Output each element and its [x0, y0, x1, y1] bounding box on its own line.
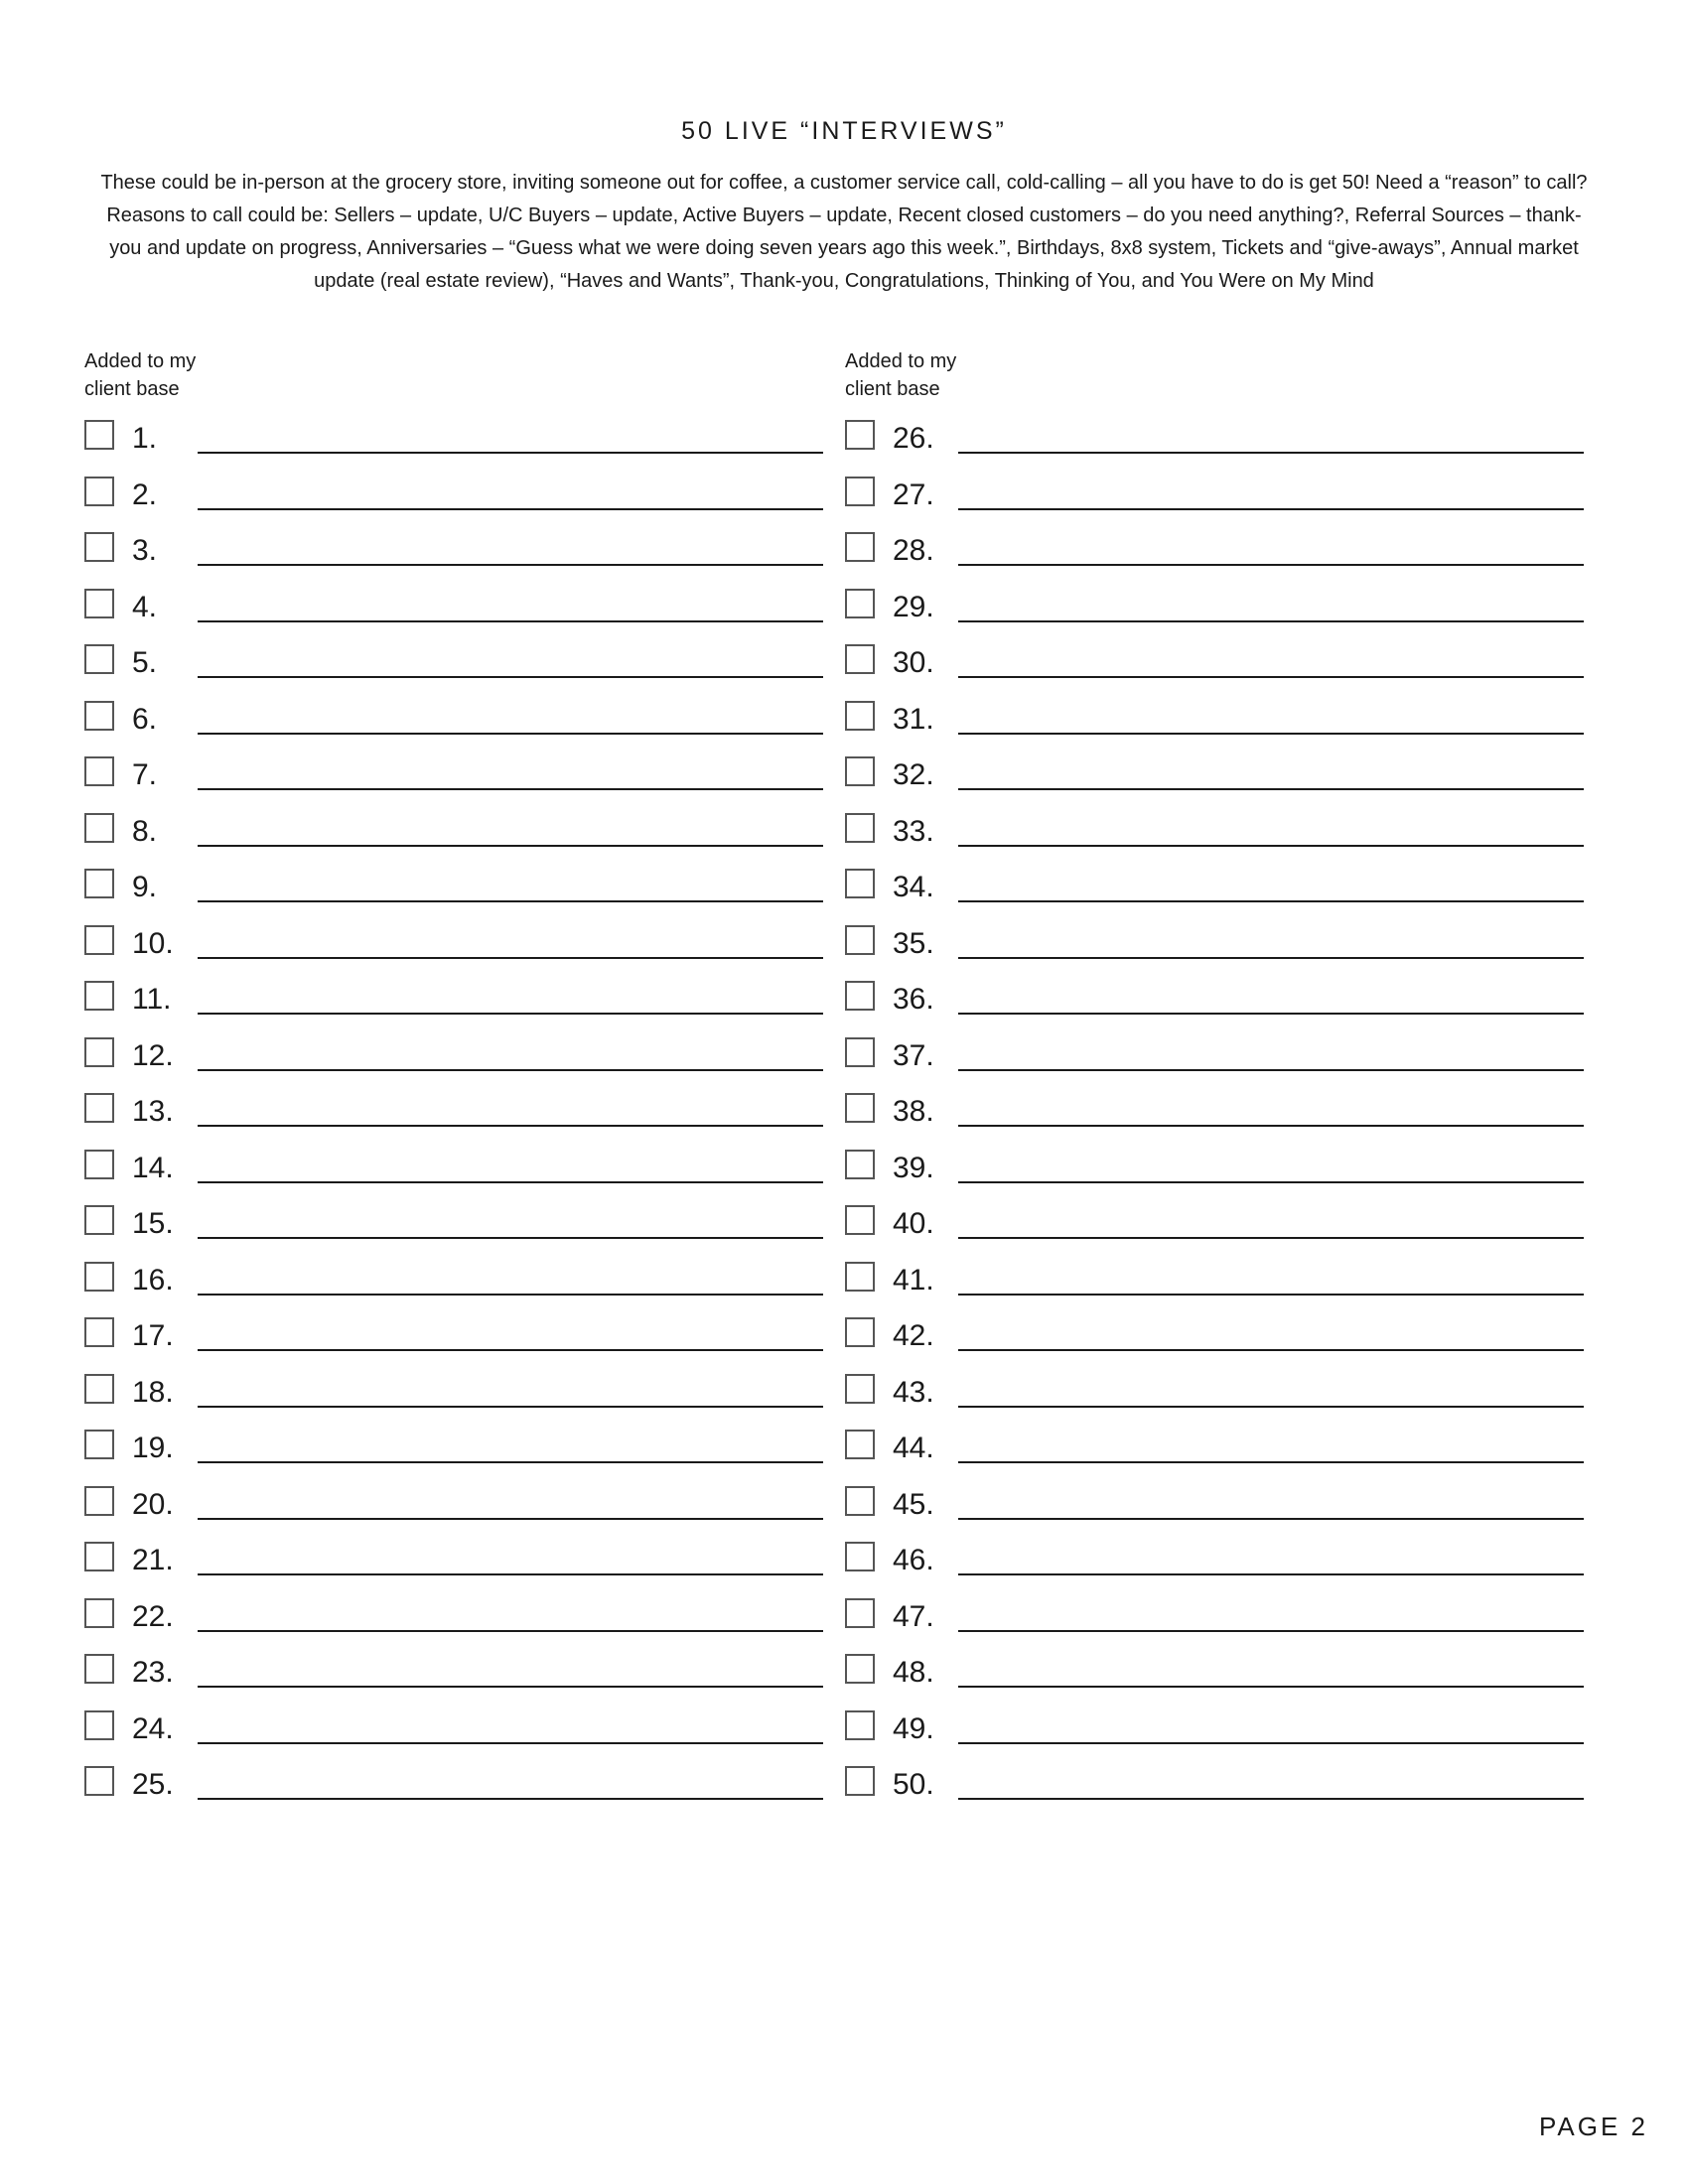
entry-number: 7. — [132, 758, 158, 791]
entry-row — [845, 970, 1580, 1026]
entry-list — [84, 409, 819, 1812]
entry-input-line[interactable] — [198, 1125, 823, 1127]
column-header-line2: client base — [845, 378, 940, 400]
entry-number: 27. — [893, 478, 934, 511]
column-header-line2: client base — [84, 378, 180, 400]
entry-input-line[interactable] — [198, 900, 823, 902]
client-base-checkbox[interactable] — [845, 1598, 875, 1628]
intro-paragraph: These could be in-person at the grocery store, inviting someone out for coffee, a customer service call, cold-calling – all you have to do is get 50! Need a “reason” to call? Reasons to call could be: Sellers – update, U/C Buyers – update, Active Buyers – update, Recent closed customers – do you need anything?, Referral Sources – thank-you and update on progress, Anniversaries – “Guess what we were doing seven years ago this week.”, Birthdays, 8x8 system, Tickets and “give-aways”, Annual market update (real estate review), “Haves and Wants”, Thank-you, Congratulations, Thinking of You, and You Were on My Mind — [100, 172, 1588, 292]
client-base-checkbox[interactable] — [84, 1654, 114, 1684]
entry-number: 3. — [132, 534, 158, 567]
entry-row — [845, 466, 1580, 522]
entry-input-line[interactable] — [958, 1069, 1584, 1071]
client-base-checkbox[interactable] — [845, 925, 875, 955]
entry-list — [845, 409, 1580, 1812]
entry-input-line[interactable] — [958, 452, 1584, 454]
entry-row — [845, 578, 1580, 634]
column-header — [84, 347, 819, 409]
entry-input-line[interactable] — [198, 508, 823, 510]
entry-number: 1. — [132, 422, 158, 455]
entry-number: 28. — [893, 534, 934, 567]
client-base-checkbox[interactable] — [84, 1093, 114, 1123]
entry-number: 37. — [893, 1038, 934, 1072]
entry-input-line[interactable] — [198, 957, 823, 959]
entry-row — [845, 1251, 1580, 1307]
entry-number: 48. — [893, 1656, 934, 1689]
entry-number: 40. — [893, 1207, 934, 1240]
entry-number: 8. — [132, 814, 158, 848]
client-base-checkbox[interactable] — [845, 1262, 875, 1292]
entry-row — [84, 1755, 819, 1812]
entry-row — [84, 1251, 819, 1307]
client-base-checkbox[interactable] — [845, 1093, 875, 1123]
client-base-checkbox[interactable] — [84, 756, 114, 786]
entry-number: 50. — [893, 1768, 934, 1801]
entry-number: 42. — [893, 1319, 934, 1352]
page-title: 50 LIVE “INTERVIEWS” — [681, 117, 1007, 145]
entry-number: 32. — [893, 758, 934, 791]
client-base-checkbox[interactable] — [845, 420, 875, 450]
entry-input-line[interactable] — [198, 676, 823, 678]
entry-input-line[interactable] — [958, 1573, 1584, 1575]
client-base-checkbox[interactable] — [845, 1710, 875, 1740]
entry-input-line[interactable] — [958, 508, 1584, 510]
entry-input-line[interactable] — [198, 1573, 823, 1575]
client-base-checkbox[interactable] — [84, 477, 114, 506]
client-base-checkbox[interactable] — [845, 477, 875, 506]
entry-input-line[interactable] — [198, 620, 823, 622]
entry-input-line[interactable] — [958, 620, 1584, 622]
entry-number: 35. — [893, 926, 934, 960]
entry-input-line[interactable] — [198, 1294, 823, 1296]
entry-row — [84, 1082, 819, 1139]
entry-number: 5. — [132, 646, 158, 679]
entry-row — [845, 1306, 1580, 1363]
entry-input-line[interactable] — [198, 1349, 823, 1351]
entry-input-line[interactable] — [958, 1013, 1584, 1015]
client-base-checkbox[interactable] — [845, 1766, 875, 1796]
entry-row — [84, 1139, 819, 1195]
entry-row — [845, 802, 1580, 859]
entry-row — [845, 1194, 1580, 1251]
entry-input-line[interactable] — [198, 1013, 823, 1015]
entry-input-line[interactable] — [198, 1181, 823, 1183]
entry-number: 16. — [132, 1263, 174, 1297]
client-base-checkbox[interactable] — [845, 981, 875, 1011]
entry-input-line[interactable] — [958, 900, 1584, 902]
entry-number: 36. — [893, 983, 934, 1016]
client-base-checkbox[interactable] — [845, 532, 875, 562]
entry-row — [84, 1475, 819, 1532]
entry-row — [845, 1475, 1580, 1532]
entry-input-line[interactable] — [958, 1294, 1584, 1296]
entry-row — [845, 1755, 1580, 1812]
entry-row — [84, 521, 819, 578]
entry-input-line[interactable] — [198, 1518, 823, 1520]
entry-row — [84, 466, 819, 522]
entry-number: 22. — [132, 1599, 174, 1633]
client-base-checkbox[interactable] — [845, 869, 875, 898]
entry-input-line[interactable] — [958, 1518, 1584, 1520]
entry-row — [84, 1700, 819, 1756]
entry-number: 26. — [893, 422, 934, 455]
entry-number: 46. — [893, 1544, 934, 1576]
client-base-checkbox[interactable] — [84, 1205, 114, 1235]
entry-input-line[interactable] — [958, 1461, 1584, 1463]
column-right — [845, 347, 1580, 1812]
entry-number: 30. — [893, 646, 934, 679]
client-base-checkbox[interactable] — [845, 1486, 875, 1516]
entry-number: 49. — [893, 1711, 934, 1745]
entry-row — [84, 1194, 819, 1251]
client-base-checkbox[interactable] — [84, 1542, 114, 1571]
entry-number: 45. — [893, 1487, 934, 1521]
entry-input-line[interactable] — [958, 733, 1584, 735]
entry-input-line[interactable] — [198, 1069, 823, 1071]
client-base-checkbox[interactable] — [845, 813, 875, 843]
entry-number: 4. — [132, 590, 158, 623]
entry-row — [845, 409, 1580, 466]
entry-number: 24. — [132, 1711, 174, 1745]
entry-number: 41. — [893, 1263, 934, 1297]
entry-number: 29. — [893, 590, 934, 623]
entry-number: 34. — [893, 871, 934, 903]
client-base-checkbox[interactable] — [84, 1037, 114, 1067]
entry-row — [84, 746, 819, 802]
entry-input-line[interactable] — [958, 1125, 1584, 1127]
entry-input-line[interactable] — [198, 1798, 823, 1800]
entry-row — [84, 690, 819, 747]
entry-row — [845, 746, 1580, 802]
entry-input-line[interactable] — [198, 845, 823, 847]
entry-number: 12. — [132, 1038, 174, 1072]
client-base-checkbox[interactable] — [845, 1150, 875, 1179]
entry-input-line[interactable] — [198, 1237, 823, 1239]
client-base-checkbox[interactable] — [84, 925, 114, 955]
entry-input-line[interactable] — [198, 1461, 823, 1463]
entry-row — [845, 1587, 1580, 1644]
client-base-checkbox[interactable] — [84, 1317, 114, 1347]
client-base-checkbox[interactable] — [84, 1766, 114, 1796]
entry-input-line[interactable] — [198, 788, 823, 790]
entry-number: 23. — [132, 1656, 174, 1689]
entry-row — [84, 1643, 819, 1700]
client-base-checkbox[interactable] — [84, 1150, 114, 1179]
client-base-checkbox[interactable] — [84, 981, 114, 1011]
entry-input-line[interactable] — [958, 1237, 1584, 1239]
client-base-checkbox[interactable] — [84, 1262, 114, 1292]
client-base-checkbox[interactable] — [84, 701, 114, 731]
entry-number: 33. — [893, 814, 934, 848]
client-base-checkbox[interactable] — [845, 1317, 875, 1347]
entry-input-line[interactable] — [198, 1406, 823, 1408]
entry-number: 20. — [132, 1487, 174, 1521]
entry-input-line[interactable] — [198, 1742, 823, 1744]
entry-row — [84, 1531, 819, 1587]
entry-row — [84, 858, 819, 914]
entry-input-line[interactable] — [958, 788, 1584, 790]
entry-row — [84, 1419, 819, 1475]
column-header-line1: Added to my — [84, 350, 197, 372]
entry-row — [84, 1363, 819, 1420]
entry-input-line[interactable] — [198, 452, 823, 454]
entry-number: 15. — [132, 1207, 174, 1240]
entry-row — [84, 1587, 819, 1644]
client-base-checkbox[interactable] — [845, 701, 875, 731]
client-base-checkbox[interactable] — [84, 1598, 114, 1628]
entry-input-line[interactable] — [958, 1406, 1584, 1408]
entry-input-line[interactable] — [958, 845, 1584, 847]
entry-number: 13. — [132, 1095, 174, 1128]
entry-row — [84, 578, 819, 634]
entry-row — [845, 690, 1580, 747]
client-base-checkbox[interactable] — [845, 1542, 875, 1571]
entry-number: 14. — [132, 1151, 174, 1184]
client-base-checkbox[interactable] — [84, 869, 114, 898]
column-left — [84, 347, 819, 1812]
client-base-checkbox[interactable] — [84, 420, 114, 450]
entry-input-line[interactable] — [958, 1630, 1584, 1632]
entry-input-line[interactable] — [958, 1349, 1584, 1351]
entry-row — [84, 1026, 819, 1083]
client-base-checkbox[interactable] — [84, 1374, 114, 1404]
entry-input-line[interactable] — [198, 564, 823, 566]
entry-number: 11. — [132, 983, 172, 1016]
entry-row — [84, 914, 819, 971]
client-base-checkbox[interactable] — [845, 756, 875, 786]
entry-row — [845, 1643, 1580, 1700]
entry-number: 10. — [132, 926, 174, 960]
entry-input-line[interactable] — [958, 1742, 1584, 1744]
entry-input-line[interactable] — [958, 1686, 1584, 1688]
entry-number: 18. — [132, 1375, 174, 1409]
entry-row — [845, 914, 1580, 971]
entry-number: 47. — [893, 1599, 934, 1633]
entry-row — [845, 521, 1580, 578]
entry-input-line[interactable] — [958, 957, 1584, 959]
entry-row — [845, 1531, 1580, 1587]
column-header — [845, 347, 1580, 409]
entry-input-line[interactable] — [958, 1798, 1584, 1800]
entry-row — [845, 1082, 1580, 1139]
entry-row — [845, 1026, 1580, 1083]
client-base-checkbox[interactable] — [84, 813, 114, 843]
client-base-checkbox[interactable] — [845, 1654, 875, 1684]
entry-row — [845, 1139, 1580, 1195]
entry-input-line[interactable] — [198, 1630, 823, 1632]
entry-input-line[interactable] — [198, 1686, 823, 1688]
entry-row — [845, 633, 1580, 690]
entry-input-line[interactable] — [198, 733, 823, 735]
entry-row — [845, 1363, 1580, 1420]
entry-number: 38. — [893, 1095, 934, 1128]
entry-number: 17. — [132, 1319, 174, 1352]
client-base-checkbox[interactable] — [845, 1374, 875, 1404]
client-base-checkbox[interactable] — [845, 589, 875, 618]
entry-row — [845, 1700, 1580, 1756]
entry-number: 9. — [132, 871, 158, 903]
entry-row — [84, 802, 819, 859]
entry-number: 31. — [893, 702, 934, 736]
client-base-checkbox[interactable] — [84, 644, 114, 674]
client-base-checkbox[interactable] — [845, 1430, 875, 1459]
client-base-checkbox[interactable] — [84, 1710, 114, 1740]
client-base-checkbox[interactable] — [845, 1037, 875, 1067]
entry-number: 21. — [132, 1544, 174, 1576]
entry-row — [845, 1419, 1580, 1475]
entry-row — [84, 633, 819, 690]
entry-input-line[interactable] — [958, 564, 1584, 566]
entry-row — [84, 409, 819, 466]
client-base-checkbox[interactable] — [84, 1430, 114, 1459]
entry-number: 39. — [893, 1151, 934, 1184]
column-header-line1: Added to my — [845, 350, 957, 372]
entry-number: 25. — [132, 1768, 174, 1801]
entry-number: 19. — [132, 1432, 174, 1464]
client-base-checkbox[interactable] — [84, 532, 114, 562]
client-base-checkbox[interactable] — [84, 1486, 114, 1516]
entry-input-line[interactable] — [958, 676, 1584, 678]
entry-row — [845, 858, 1580, 914]
client-base-checkbox[interactable] — [845, 644, 875, 674]
entry-number: 6. — [132, 702, 158, 736]
entry-number: 43. — [893, 1375, 934, 1409]
client-base-checkbox[interactable] — [84, 589, 114, 618]
entry-number: 2. — [132, 478, 158, 511]
entry-row — [84, 1306, 819, 1363]
entry-input-line[interactable] — [958, 1181, 1584, 1183]
entry-number: 44. — [893, 1432, 934, 1464]
page-number: PAGE 2 — [1538, 2112, 1648, 2141]
client-base-checkbox[interactable] — [845, 1205, 875, 1235]
entry-row — [84, 970, 819, 1026]
